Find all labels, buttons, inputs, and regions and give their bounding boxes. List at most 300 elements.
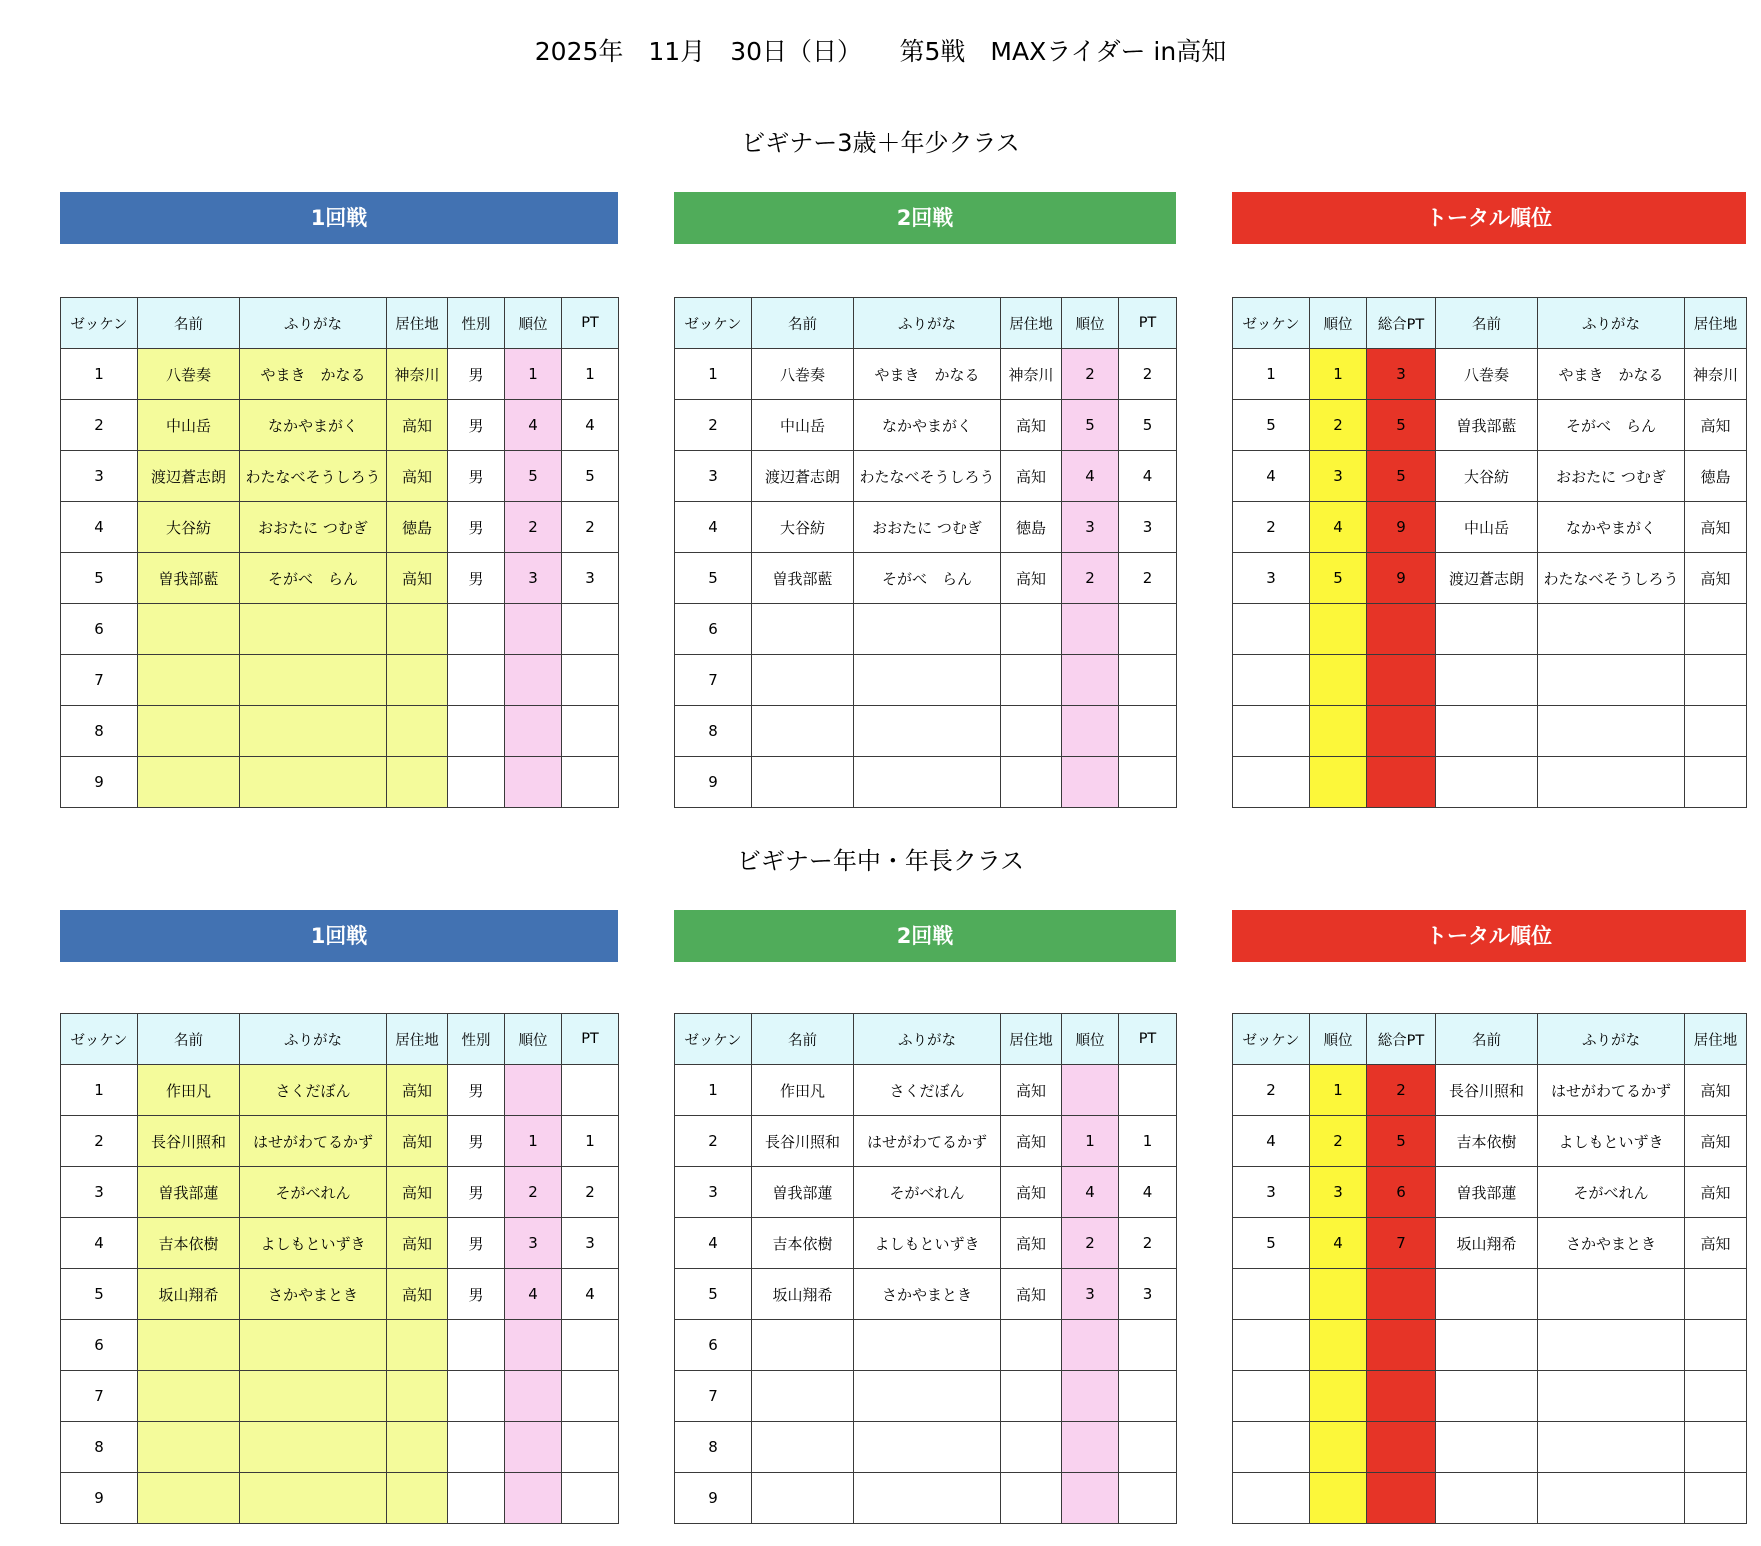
residence-cell	[1685, 757, 1747, 808]
rank-cell: 1	[1310, 349, 1367, 400]
pt-cell: 5	[562, 451, 619, 502]
page-title: 2025年 11月 30日（日） 第5戦 MAXライダー in高知	[534, 37, 1227, 66]
name-cell	[138, 757, 240, 808]
residence-cell	[387, 1371, 448, 1422]
name-cell: 曽我部藍	[752, 553, 854, 604]
round2-banner: 2回戦	[674, 910, 1176, 962]
residence-cell	[387, 655, 448, 706]
table-row	[61, 451, 619, 502]
name-cell: 曽我部蓮	[752, 1167, 854, 1218]
name-cell: 長谷川照和	[1436, 1065, 1538, 1116]
residence-cell: 高知	[1001, 1167, 1062, 1218]
pt-cell: 4	[1119, 1167, 1177, 1218]
bib-cell: 9	[61, 757, 138, 808]
total-banner: トータル順位	[1232, 192, 1746, 244]
furigana-cell: おおたに つむぎ	[240, 502, 387, 553]
residence-cell	[1001, 757, 1062, 808]
bib-cell: 2	[1233, 1065, 1310, 1116]
table-row	[61, 1116, 619, 1167]
total-pt-cell	[1367, 706, 1436, 757]
bib-cell: 1	[675, 349, 752, 400]
furigana-cell: さくだぼん	[854, 1065, 1001, 1116]
rank-cell	[1062, 1422, 1119, 1473]
rank-cell	[1062, 1473, 1119, 1524]
furigana-cell: はせがわてるかず	[240, 1116, 387, 1167]
total-pt-cell	[1367, 655, 1436, 706]
table-row	[1233, 655, 1747, 706]
table-row	[1233, 604, 1747, 655]
name-cell	[752, 604, 854, 655]
rank-cell	[1310, 1473, 1367, 1524]
residence-cell: 高知	[387, 553, 448, 604]
residence-cell	[1685, 1269, 1747, 1320]
table-row	[61, 553, 619, 604]
gender-cell: 男	[448, 400, 505, 451]
table-row	[675, 655, 1177, 706]
residence-cell: 高知	[1685, 1167, 1747, 1218]
name-cell	[138, 706, 240, 757]
pt-cell	[562, 757, 619, 808]
column-header: ゼッケン	[1233, 1014, 1310, 1065]
total-pt-cell: 5	[1367, 451, 1436, 502]
bib-cell: 3	[675, 451, 752, 502]
name-cell	[1436, 1320, 1538, 1371]
pt-cell: 2	[562, 502, 619, 553]
gender-cell: 男	[448, 502, 505, 553]
gender-cell: 男	[448, 553, 505, 604]
total-pt-cell	[1367, 1269, 1436, 1320]
bib-cell: 2	[61, 400, 138, 451]
furigana-cell: わたなべそうしろう	[240, 451, 387, 502]
rank-cell	[1310, 655, 1367, 706]
pt-cell	[562, 655, 619, 706]
name-cell: 曽我部蓮	[138, 1167, 240, 1218]
table-row	[675, 1422, 1177, 1473]
table-row	[1233, 1320, 1747, 1371]
pt-cell: 3	[562, 553, 619, 604]
column-header: 順位	[1062, 298, 1119, 349]
table-row	[61, 502, 619, 553]
header-row	[61, 1014, 619, 1065]
gender-cell	[448, 1371, 505, 1422]
gender-cell	[448, 1473, 505, 1524]
table-row	[61, 1320, 619, 1371]
total-table	[1232, 1013, 1747, 1524]
gender-cell: 男	[448, 1269, 505, 1320]
table-row	[61, 655, 619, 706]
table-row	[61, 706, 619, 757]
table-row	[675, 1218, 1177, 1269]
furigana-cell	[240, 706, 387, 757]
header-row	[61, 298, 619, 349]
column-header: ふりがな	[240, 298, 387, 349]
column-header: ふりがな	[1538, 298, 1685, 349]
furigana-cell: よしもといずき	[240, 1218, 387, 1269]
table-row	[61, 400, 619, 451]
rank-cell	[1062, 1371, 1119, 1422]
residence-cell: 神奈川	[387, 349, 448, 400]
table-row	[675, 400, 1177, 451]
name-cell	[1436, 1422, 1538, 1473]
column-header: ふりがな	[854, 1014, 1001, 1065]
residence-cell	[387, 757, 448, 808]
table-row	[675, 1116, 1177, 1167]
furigana-cell	[1538, 1269, 1685, 1320]
pt-cell	[1119, 1320, 1177, 1371]
bib-cell: 6	[675, 604, 752, 655]
pt-cell	[562, 1473, 619, 1524]
rank-cell	[505, 1371, 562, 1422]
table-row	[675, 1065, 1177, 1116]
round1-banner: 1回戦	[60, 910, 618, 962]
table-row	[675, 451, 1177, 502]
furigana-cell	[1538, 1422, 1685, 1473]
bib-cell: 3	[61, 1167, 138, 1218]
column-header: PT	[562, 298, 619, 349]
bib-cell: 4	[61, 1218, 138, 1269]
table-row	[1233, 1422, 1747, 1473]
name-cell: 渡辺蒼志朗	[752, 451, 854, 502]
column-header: ふりがな	[1538, 1014, 1685, 1065]
name-cell	[1436, 706, 1538, 757]
residence-cell: 高知	[1685, 1116, 1747, 1167]
column-header: 性別	[448, 298, 505, 349]
name-cell: 坂山翔希	[138, 1269, 240, 1320]
residence-cell: 高知	[1001, 553, 1062, 604]
total-pt-cell	[1367, 604, 1436, 655]
furigana-cell: さかやまとき	[1538, 1218, 1685, 1269]
furigana-cell	[854, 706, 1001, 757]
residence-cell: 高知	[1001, 451, 1062, 502]
residence-cell: 高知	[387, 1218, 448, 1269]
residence-cell	[1685, 655, 1747, 706]
total-pt-cell: 9	[1367, 502, 1436, 553]
gender-cell	[448, 1320, 505, 1371]
bib-cell: 1	[61, 1065, 138, 1116]
name-cell: 長谷川照和	[752, 1116, 854, 1167]
gender-cell: 男	[448, 451, 505, 502]
bib-cell: 6	[675, 1320, 752, 1371]
bib-cell: 4	[1233, 451, 1310, 502]
bib-cell	[1233, 1269, 1310, 1320]
table-row	[1233, 1269, 1747, 1320]
residence-cell	[1001, 655, 1062, 706]
gender-cell	[448, 706, 505, 757]
round1-banner: 1回戦	[60, 192, 618, 244]
furigana-cell: そがべ らん	[854, 553, 1001, 604]
table-row	[1233, 502, 1747, 553]
name-cell: 大谷紡	[752, 502, 854, 553]
name-cell	[1436, 1473, 1538, 1524]
residence-cell: 高知	[1001, 400, 1062, 451]
name-cell	[752, 655, 854, 706]
furigana-cell	[240, 757, 387, 808]
name-cell: 中山岳	[752, 400, 854, 451]
pt-cell: 1	[562, 1116, 619, 1167]
table-row	[1233, 553, 1747, 604]
bib-cell: 2	[675, 400, 752, 451]
name-cell: 渡辺蒼志朗	[1436, 553, 1538, 604]
furigana-cell	[854, 1320, 1001, 1371]
rank-cell	[505, 1065, 562, 1116]
bib-cell: 1	[61, 349, 138, 400]
rank-cell	[505, 604, 562, 655]
gender-cell: 男	[448, 1167, 505, 1218]
furigana-cell: そがべれん	[854, 1167, 1001, 1218]
rank-cell: 2	[1062, 553, 1119, 604]
name-cell: 曽我部藍	[1436, 400, 1538, 451]
furigana-cell	[240, 1320, 387, 1371]
bib-cell: 3	[1233, 553, 1310, 604]
rank-cell: 2	[1062, 1218, 1119, 1269]
rank-cell: 2	[505, 1167, 562, 1218]
residence-cell	[387, 1320, 448, 1371]
table-row	[61, 1167, 619, 1218]
pt-cell	[1119, 604, 1177, 655]
furigana-cell	[1538, 655, 1685, 706]
column-header: 居住地	[387, 1014, 448, 1065]
rank-cell: 5	[505, 451, 562, 502]
pt-cell	[1119, 757, 1177, 808]
name-cell	[138, 604, 240, 655]
gender-cell: 男	[448, 1116, 505, 1167]
bib-cell: 2	[61, 1116, 138, 1167]
column-header: ゼッケン	[61, 1014, 138, 1065]
gender-cell: 男	[448, 1065, 505, 1116]
rank-cell	[1310, 706, 1367, 757]
header-row	[675, 298, 1177, 349]
rank-cell: 4	[505, 400, 562, 451]
residence-cell	[387, 604, 448, 655]
column-header: 居住地	[1685, 298, 1747, 349]
furigana-cell: わたなべそうしろう	[1538, 553, 1685, 604]
rank-cell	[1310, 1422, 1367, 1473]
name-cell: 長谷川照和	[138, 1116, 240, 1167]
pt-cell	[1119, 1422, 1177, 1473]
furigana-cell: わたなべそうしろう	[854, 451, 1001, 502]
rank-cell	[505, 1473, 562, 1524]
residence-cell: 高知	[1685, 1065, 1747, 1116]
furigana-cell: さくだぼん	[240, 1065, 387, 1116]
name-cell: 渡辺蒼志朗	[138, 451, 240, 502]
furigana-cell: そがべれん	[1538, 1167, 1685, 1218]
residence-cell: 高知	[1001, 1269, 1062, 1320]
table-row	[1233, 757, 1747, 808]
rank-cell	[1062, 604, 1119, 655]
residence-cell	[1001, 604, 1062, 655]
furigana-cell	[240, 1371, 387, 1422]
name-cell: 八巻奏	[752, 349, 854, 400]
pt-cell	[562, 604, 619, 655]
residence-cell	[1001, 706, 1062, 757]
rank-cell: 4	[1310, 1218, 1367, 1269]
column-header: 順位	[1310, 1014, 1367, 1065]
header-row	[1233, 298, 1747, 349]
table-row	[61, 1218, 619, 1269]
name-cell	[138, 1422, 240, 1473]
rank-cell	[1310, 1269, 1367, 1320]
total-pt-cell: 6	[1367, 1167, 1436, 1218]
furigana-cell: おおたに つむぎ	[1538, 451, 1685, 502]
name-cell	[1436, 1269, 1538, 1320]
column-header: 名前	[752, 1014, 854, 1065]
pt-cell: 5	[1119, 400, 1177, 451]
rank-cell: 4	[1310, 502, 1367, 553]
bib-cell: 7	[675, 1371, 752, 1422]
table-row	[1233, 1167, 1747, 1218]
name-cell: 吉本依樹	[1436, 1116, 1538, 1167]
bib-cell: 4	[1233, 1116, 1310, 1167]
rank-cell	[505, 757, 562, 808]
residence-cell: 高知	[1001, 1116, 1062, 1167]
furigana-cell: そがべ らん	[240, 553, 387, 604]
bib-cell: 4	[61, 502, 138, 553]
bib-cell: 9	[675, 757, 752, 808]
column-header: 総合PT	[1367, 298, 1436, 349]
table-row	[61, 1269, 619, 1320]
bib-cell: 5	[675, 553, 752, 604]
pt-cell: 4	[562, 1269, 619, 1320]
bib-cell: 9	[61, 1473, 138, 1524]
rank-cell: 5	[1062, 400, 1119, 451]
residence-cell: 高知	[387, 1065, 448, 1116]
name-cell	[1436, 655, 1538, 706]
residence-cell	[1001, 1473, 1062, 1524]
column-header: ゼッケン	[675, 1014, 752, 1065]
column-header: 居住地	[1001, 1014, 1062, 1065]
bib-cell: 7	[61, 1371, 138, 1422]
furigana-cell: なかやまがく	[1538, 502, 1685, 553]
furigana-cell	[854, 1371, 1001, 1422]
bib-cell	[1233, 1422, 1310, 1473]
rank-cell: 3	[1062, 502, 1119, 553]
rank-cell: 3	[1310, 1167, 1367, 1218]
pt-cell: 4	[562, 400, 619, 451]
rank-cell: 1	[1310, 1065, 1367, 1116]
furigana-cell: なかやまがく	[854, 400, 1001, 451]
bib-cell: 6	[61, 1320, 138, 1371]
furigana-cell: そがべれん	[240, 1167, 387, 1218]
table-row	[675, 1371, 1177, 1422]
gender-cell	[448, 655, 505, 706]
round2-banner: 2回戦	[674, 192, 1176, 244]
bib-cell: 8	[675, 1422, 752, 1473]
table-row	[675, 553, 1177, 604]
name-cell: 吉本依樹	[138, 1218, 240, 1269]
gender-cell: 男	[448, 1218, 505, 1269]
residence-cell	[1685, 1422, 1747, 1473]
furigana-cell: そがべ らん	[1538, 400, 1685, 451]
pt-cell	[562, 1065, 619, 1116]
pt-cell: 4	[1119, 451, 1177, 502]
column-header: 名前	[138, 298, 240, 349]
column-header: PT	[562, 1014, 619, 1065]
header-row	[1233, 1014, 1747, 1065]
furigana-cell	[1538, 604, 1685, 655]
pt-cell	[1119, 1371, 1177, 1422]
table-row	[1233, 1218, 1747, 1269]
total-pt-cell	[1367, 1422, 1436, 1473]
table-row	[61, 1065, 619, 1116]
table-row	[1233, 706, 1747, 757]
residence-cell	[387, 706, 448, 757]
furigana-cell: やまき かなる	[854, 349, 1001, 400]
furigana-cell: よしもといずき	[854, 1218, 1001, 1269]
name-cell: 作田凡	[752, 1065, 854, 1116]
bib-cell	[1233, 706, 1310, 757]
furigana-cell	[240, 1473, 387, 1524]
table-row	[1233, 1473, 1747, 1524]
furigana-cell: なかやまがく	[240, 400, 387, 451]
rank-cell: 1	[1062, 1116, 1119, 1167]
furigana-cell	[854, 1473, 1001, 1524]
furigana-cell: はせがわてるかず	[854, 1116, 1001, 1167]
rank-cell: 4	[1062, 1167, 1119, 1218]
rank-cell	[1062, 1320, 1119, 1371]
residence-cell	[1685, 1371, 1747, 1422]
name-cell	[138, 1371, 240, 1422]
table-row	[675, 349, 1177, 400]
class-title-2: ビギナー年中・年長クラス	[736, 847, 1025, 875]
residence-cell: 徳島	[1685, 451, 1747, 502]
residence-cell: 高知	[387, 451, 448, 502]
pt-cell	[1119, 655, 1177, 706]
rank-cell: 1	[505, 1116, 562, 1167]
table-row	[675, 502, 1177, 553]
rank-cell: 2	[1310, 400, 1367, 451]
pt-cell	[562, 706, 619, 757]
column-header: PT	[1119, 1014, 1177, 1065]
name-cell: 曽我部藍	[138, 553, 240, 604]
pt-cell	[1119, 706, 1177, 757]
name-cell: 中山岳	[138, 400, 240, 451]
column-header: 名前	[1436, 1014, 1538, 1065]
pt-cell: 2	[1119, 1218, 1177, 1269]
pt-cell: 1	[562, 349, 619, 400]
rank-cell	[1062, 1065, 1119, 1116]
total-pt-cell: 5	[1367, 1116, 1436, 1167]
total-pt-cell: 9	[1367, 553, 1436, 604]
residence-cell	[1685, 706, 1747, 757]
pt-cell	[562, 1320, 619, 1371]
table-row	[675, 1473, 1177, 1524]
bib-cell: 5	[675, 1269, 752, 1320]
round2-table	[674, 1013, 1177, 1524]
column-header: 順位	[1310, 298, 1367, 349]
furigana-cell	[1538, 757, 1685, 808]
name-cell: 坂山翔希	[752, 1269, 854, 1320]
residence-cell	[1685, 604, 1747, 655]
column-header: 順位	[505, 298, 562, 349]
furigana-cell	[1538, 1371, 1685, 1422]
total-table	[1232, 297, 1747, 808]
pt-cell: 1	[1119, 1116, 1177, 1167]
total-pt-cell: 5	[1367, 400, 1436, 451]
name-cell: 八巻奏	[138, 349, 240, 400]
rank-cell: 2	[505, 502, 562, 553]
name-cell	[752, 757, 854, 808]
total-pt-cell	[1367, 1371, 1436, 1422]
residence-cell: 高知	[387, 1167, 448, 1218]
column-header: 名前	[752, 298, 854, 349]
bib-cell: 1	[1233, 349, 1310, 400]
column-header: ゼッケン	[61, 298, 138, 349]
name-cell: 中山岳	[1436, 502, 1538, 553]
bib-cell: 5	[1233, 400, 1310, 451]
rank-cell	[505, 1422, 562, 1473]
furigana-cell	[1538, 1473, 1685, 1524]
rank-cell: 4	[1062, 451, 1119, 502]
